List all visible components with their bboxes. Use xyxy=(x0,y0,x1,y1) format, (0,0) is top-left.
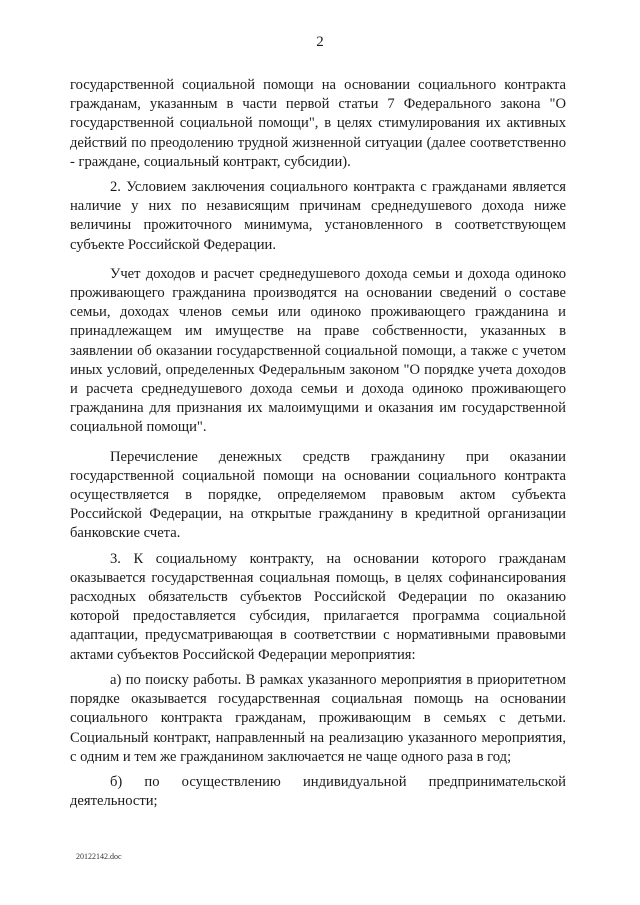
paragraph-continuation: государственной социальной помощи на основании социального контракта гражданам, указанным в части первой статьи 7 Федерального закона "О государственной социальной помощи", в целях стимулирования их активных действий по преодолению трудной жизненной ситуации (далее соответственно - граждане, социальный контракт, субсидии). xyxy=(70,77,566,170)
page-number: 2 xyxy=(316,34,324,50)
document-body xyxy=(70,76,566,811)
footer-filename: 20122142.doc xyxy=(76,852,122,861)
paragraph-clause-3: 3. К социальному контракту, на основании которого гражданам оказывается государственная социальная помощь, в целях софинансирования расходных обязательств субъектов Российской Федерации по оказанию которой предоставляется субсидия, прилагается программа социальной адаптации, предусматривающая в соответствии с нормативными правовыми актами субъектов Российской Федерации мероприятия: xyxy=(70,550,566,663)
paragraph-item-b: б) по осуществлению индивидуальной предпринимательской деятельности; xyxy=(70,773,566,810)
paragraph-clause-2: 2. Условием заключения социального контракта с гражданами является наличие у них по независящим причинам среднедушевого дохода ниже величины прожиточного минимума, установленного в соответствующем субъекте Российской Федерации. xyxy=(70,179,566,253)
paragraph-income-accounting: Учет доходов и расчет среднедушевого дохода семьи и дохода одиноко проживающего гражданина производятся на основании сведений о составе семьи, доходах членов семьи или одиноко проживающего гражданина и принадлежащем им имуществе на праве собственности, указанных в заявлении об оказании государственной социальной помощи, а также с учетом иных условий, определенных Федеральным законом "О порядке учета доходов и расчета среднедушевого дохода семьи и дохода одиноко проживающего гражданина для признания их малоимущими и оказания им государственной социальной помощи". xyxy=(70,265,566,436)
paragraph-item-a: а) по поиску работы. В рамках указанного мероприятия в приоритетном порядке оказывается государственная социальная помощь на основании социального контракта гражданам, проживающим в семьях с детьми. Социальный контракт, направленный на реализацию указанного мероприятия, с одним и тем же гражданином заключается не чаще одного раза в год; xyxy=(70,671,566,765)
paragraph-funds-transfer: Перечисление денежных средств гражданину при оказании государственной социальной помощи на основании социального контракта осуществляется в порядке, определяемом правовым актом субъекта Российской Федерации, на открытые гражданину в кредитной организации банковские счета. xyxy=(70,448,566,542)
